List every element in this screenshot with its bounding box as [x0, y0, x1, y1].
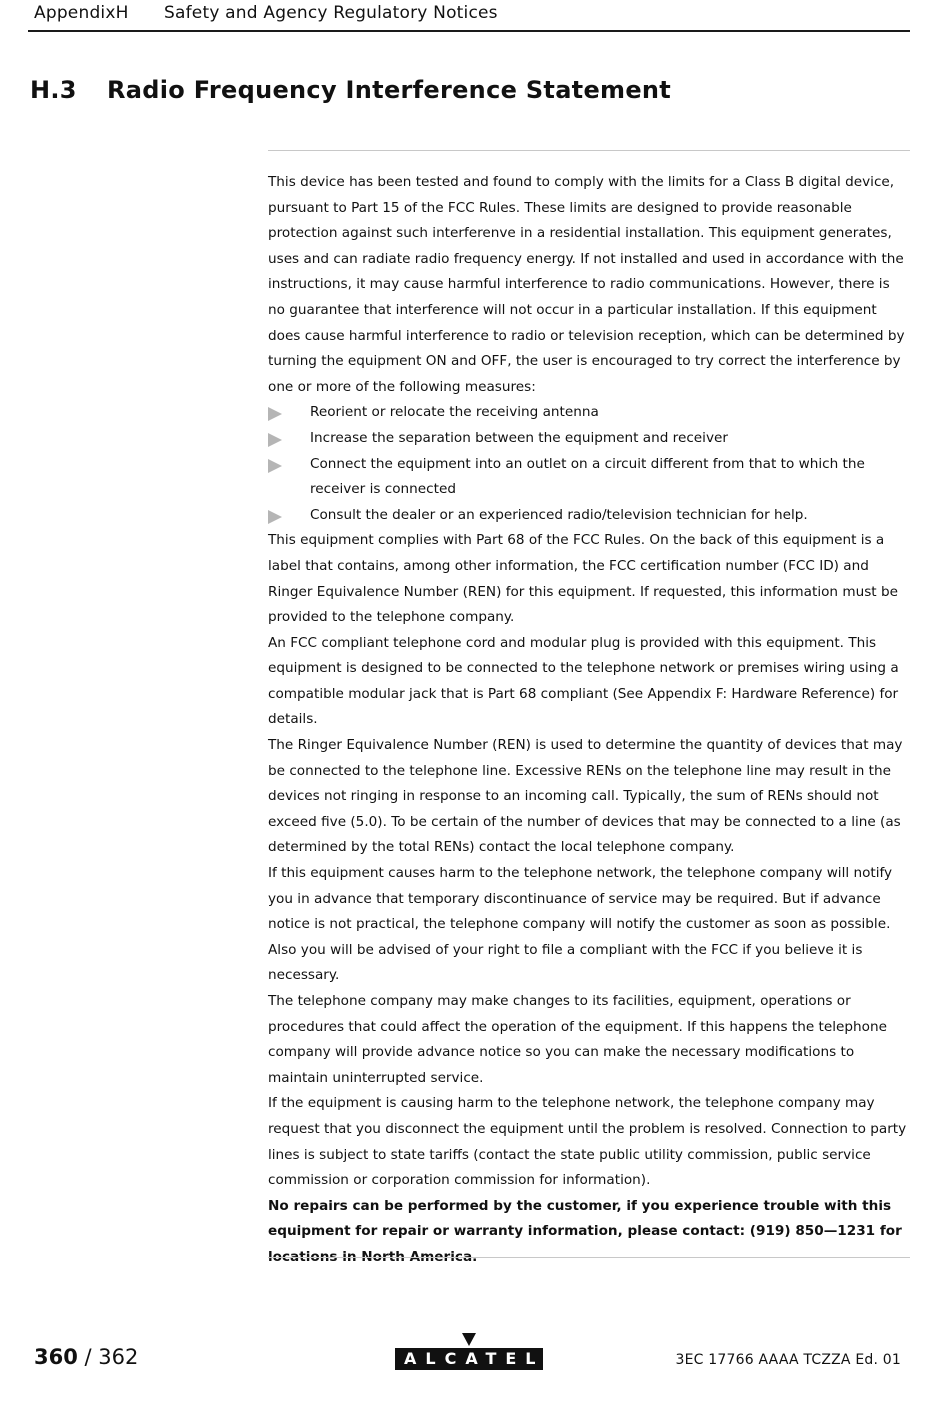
list-item — [268, 400, 910, 426]
list-item — [268, 503, 910, 529]
paragraph-repairs-contact: No repairs can be performed by the customer, if you experience trouble with this equipment for repair or warranty information, please contact: (919) 850—1231 for locations in North America. — [268, 1197, 902, 1265]
bullet-arrow-icon — [268, 407, 282, 421]
page-number — [34, 1345, 138, 1369]
top-divider — [268, 150, 910, 151]
page-header — [28, 0, 910, 32]
list-item-text: Increase the separation between the equipment and receiver — [310, 429, 728, 446]
header-appendix: AppendixH — [34, 3, 129, 23]
logo-triangle-icon — [462, 1333, 476, 1346]
paragraph-disconnect: If the equipment is causing harm to the telephone network, the telephone company may request that you disconnect the equipment until the problem is resolved. Connection to party lines is subject to state tariffs (contact the state public utility commission, public service commission or corporation commission for information). — [268, 1095, 907, 1189]
list-item-text: Connect the equipment into an outlet on a circuit different from that to which the receiver is connected — [310, 455, 865, 498]
paragraph-fcc-part15: This device has been tested and found to comply with the limits for a Class B digital device, pursuant to Part 15 of the FCC Rules. These limits are designed to provide reasonable protection against such interferenve in a residential installation. This equipment generates, uses and can radiate radio frequency energy. If not installed and used in accordance with the instructions, it may cause harmful interference to radio communications. However, there is no guarantee that interference will not occur in a particular installation. If this equipment does cause harmful interference to radio or television reception, which can be determined by turning the equipment ON and OFF, the user is encouraged to try correct the interference by one or more of the following measures: — [268, 174, 905, 395]
section-title: Radio Frequency Interference Statement — [107, 76, 672, 104]
bullet-arrow-icon — [268, 510, 282, 524]
section-number: H.3 — [30, 76, 77, 104]
page-total: 362 — [98, 1345, 139, 1369]
header-title: Safety and Agency Regulatory Notices — [164, 3, 498, 23]
list-item-text: Reorient or relocate the receiving antenna — [310, 404, 599, 421]
paragraph-ren: The Ringer Equivalence Number (REN) is used to determine the quantity of devices that may be connected to the telephone line. Excessive RENs on the telephone line may result in the devices not ringing in response to an incoming call. Typically, the sum of RENs should not exceed five (5.0). To be certain of the number of devices that may be connected to a line (as determined by the total RENs) contact the local telephone company. — [268, 737, 903, 856]
paragraph-network-harm: If this equipment causes harm to the telephone network, the telephone company will notify you in advance that temporary discontinuance of service may be required. But if advance notice is not practical, the telephone company will notify the customer as soon as possible. Also you will be advised of your right to file a compliant with the FCC if you believe it is necessary. — [268, 865, 893, 984]
document-body — [268, 170, 910, 1271]
logo-wordmark: ALCATEL — [395, 1348, 543, 1370]
paragraph-facility-changes: The telephone company may make changes to its facilities, equipment, operations or procedures that could affect the operation of the equipment. If this happens the telephone company will provide advance notice so you can make the necessary modifications to maintain uninterrupted service. — [268, 993, 887, 1086]
bullet-arrow-icon — [268, 433, 282, 447]
list-item-text: Consult the dealer or an experienced radio/television technician for help. — [310, 506, 808, 523]
measures-list — [268, 400, 910, 528]
list-item — [268, 426, 910, 452]
page-current: 360 — [34, 1345, 78, 1369]
alcatel-logo — [395, 1333, 543, 1371]
section-heading — [30, 76, 671, 104]
paragraph-part68: This equipment complies with Part 68 of the FCC Rules. On the back of this equipment is a label that contains, among other information, the FCC certification number (FCC ID) and Ringer Equivalence Number (REN) for this equipment. If requested, this information must be provided to the telephone company. — [268, 532, 898, 626]
bullet-arrow-icon — [268, 459, 282, 473]
list-item — [268, 452, 910, 503]
bottom-divider — [268, 1257, 910, 1258]
paragraph-telephone-cord: An FCC compliant telephone cord and modular plug is provided with this equipment. This equipment is designed to be connected to the telephone network or premises wiring using a compatible modular jack that is Part 68 compliant (See Appendix F: Hardware Reference) for details. — [268, 634, 899, 728]
page-separator: / — [77, 1345, 99, 1369]
document-reference: 3EC 17766 AAAA TCZZA Ed. 01 — [675, 1352, 901, 1368]
